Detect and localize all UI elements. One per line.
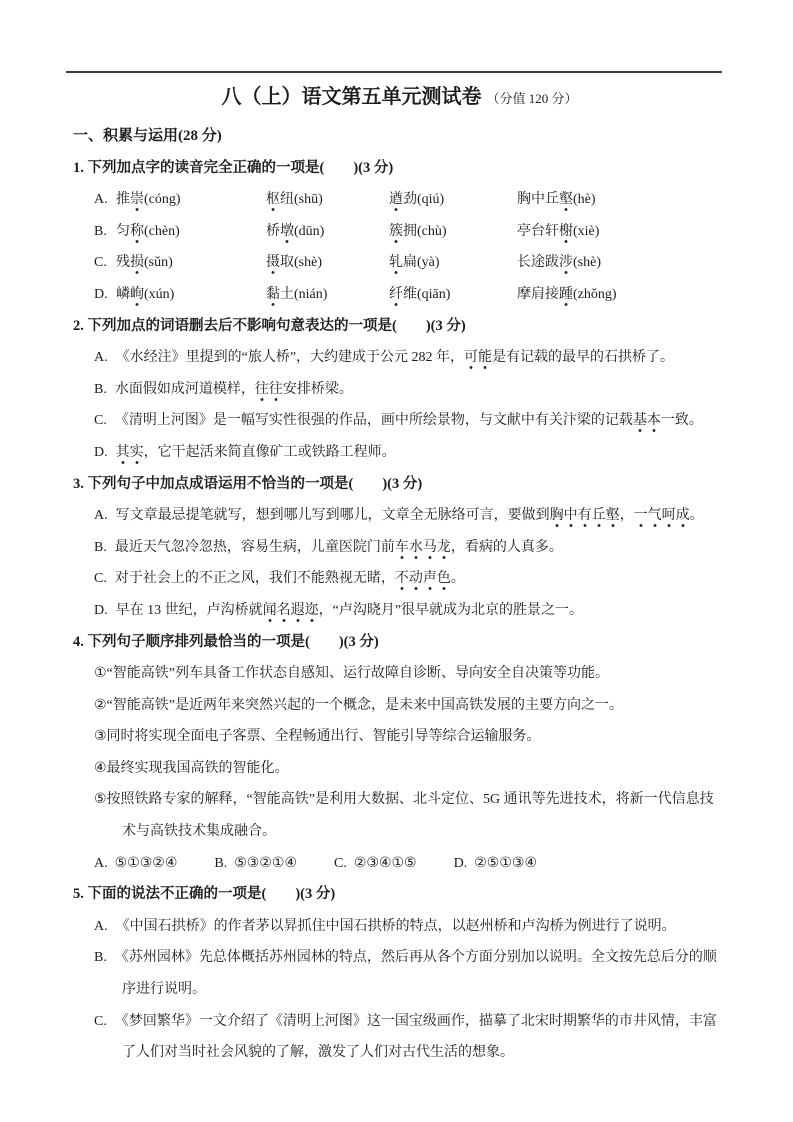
text-segment: 摩肩接	[517, 286, 559, 302]
text-segment: (shè)	[573, 255, 601, 271]
text-segment: 拥	[403, 223, 417, 239]
text-segment: (chù)	[417, 223, 447, 239]
text-segment: 残	[116, 255, 130, 271]
text-segment: ，“卢沟晓月”很早就成为北京的胜景之一。	[318, 602, 584, 618]
question-3-stem: 3. 下列句子中加点成语运用不恰当的一项是( )(3 分)	[73, 475, 423, 492]
option-row	[94, 216, 726, 248]
option-label: A.	[94, 918, 108, 934]
text-segment: 长途跋	[517, 255, 559, 271]
page-title-text: 八（上）语文第五单元测试卷	[221, 86, 482, 108]
text-segment: 纽	[280, 192, 294, 208]
answer-sequence: ⑤①③②④	[114, 855, 178, 871]
word-group	[389, 216, 517, 248]
option-text	[116, 603, 583, 623]
option-row	[94, 184, 726, 216]
option-text: 《苏州园林》先总体概括苏州园林的特点，然后再从各个方面分别加以说明。全文按先总后分的顺序进行说明。	[114, 950, 717, 998]
text-segment: 安排桥梁。	[282, 381, 353, 397]
question-4	[73, 627, 726, 880]
emphasized-text: 基本	[633, 413, 661, 433]
answer-choice	[214, 848, 297, 880]
text-segment: (cóng)	[144, 192, 181, 208]
text-segment: 早在 13 世纪，卢沟桥就	[115, 602, 263, 618]
emphasized-text: 枢	[266, 192, 280, 212]
word-group	[517, 247, 726, 279]
emphasized-text: 纤	[389, 287, 403, 307]
sentence-item: ⑤按照铁路专家的解释，“智能高铁”是利用大数据、北斗定位、5G 通讯等先进技术，将新一代信息技术与高铁技术集成融合。	[94, 792, 714, 840]
emphasized-text: 轧	[389, 255, 403, 275]
text-segment: 对于社会上的不正之风，我们不能熟视无睹，	[114, 571, 395, 587]
text-segment: (zhǒng)	[573, 286, 617, 302]
text-segment: (hè)	[573, 192, 596, 208]
word-group	[389, 247, 517, 279]
question-2-options	[94, 342, 726, 468]
text-segment: (chèn)	[144, 223, 180, 239]
text-segment: 扁	[403, 255, 417, 271]
text-segment: (nián)	[294, 286, 328, 302]
text-segment: 胸中丘	[517, 192, 559, 208]
option-row	[94, 247, 726, 279]
text-segment: 《水经注》里提到的“旅人桥”，大约建成于公元 282 年，	[115, 350, 465, 366]
option-row	[94, 342, 726, 374]
emphasized-text: 崇	[130, 192, 144, 212]
sentence-item: ④最终实现我国高铁的智能化。	[94, 760, 289, 776]
word-group	[266, 216, 389, 248]
word-group	[389, 279, 517, 311]
answer-choice	[94, 848, 177, 880]
option-label: C.	[94, 413, 107, 429]
text-segment: 推	[116, 192, 130, 208]
emphasized-text: 往往	[255, 382, 283, 402]
option-row	[94, 500, 726, 532]
option-row	[94, 374, 726, 406]
option-label: C.	[94, 1013, 107, 1029]
emphasized-text: 一气呵成	[634, 508, 690, 528]
word-group	[116, 279, 266, 311]
emphasized-text: 其实	[116, 445, 144, 465]
word-group	[116, 247, 266, 279]
text-segment: (shè)	[294, 255, 322, 271]
header-rule	[66, 71, 722, 73]
option-label: D.	[453, 855, 468, 871]
option-label: B.	[94, 950, 107, 966]
page-title	[73, 84, 726, 112]
text-segment: (qiú)	[417, 192, 445, 208]
emphasized-text: 涉	[559, 255, 573, 275]
section-heading: 一、积累与运用(28 分)	[73, 128, 222, 144]
text-segment: (shū)	[294, 192, 323, 208]
emphasized-text: 踵	[559, 287, 573, 307]
text-segment: 水面假如成河道模样，	[114, 381, 255, 397]
question-5-options	[94, 911, 726, 1069]
answer-sequence: ②⑤①③④	[474, 855, 537, 871]
option-label: B.	[94, 223, 107, 239]
option-label: C.	[94, 571, 107, 587]
question-1-options	[94, 184, 726, 310]
text-segment: 一致。	[660, 413, 703, 429]
option-text: 《梦回繁华》一文介绍了《清明上河图》这一国宝级画作，描摹了北宋时期繁华的市井风情，丰富了人们对当时社会风貌的了解，激发了人们对古代生活的想象。	[114, 1013, 717, 1061]
emphasized-text: 遒	[389, 192, 403, 212]
text-segment: ，它干起活来简直像矿工或铁路工程师。	[143, 444, 396, 460]
option-label: C.	[334, 855, 347, 871]
word-group	[389, 184, 517, 216]
question-2-stem: 2. 下列加点的词语删去后不影响句意表达的一项是( )(3 分)	[73, 317, 466, 334]
question-2	[73, 311, 726, 469]
option-row	[94, 279, 726, 311]
option-label: A.	[94, 508, 108, 524]
text-segment: 桥	[266, 223, 280, 239]
sentence-item: ①“智能高铁”列车具备工作状态自感知、运行故障自诊断、导向安全自决策等功能。	[94, 666, 609, 682]
question-4-stem: 4. 下列句子顺序排列最恰当的一项是( )(3 分)	[73, 633, 379, 650]
option-label: C.	[94, 255, 107, 271]
text-segment: 最近天气忽冷忽热，容易生病，儿童医院门前	[114, 539, 395, 555]
word-group	[517, 216, 726, 248]
option-label: B.	[214, 855, 228, 871]
emphasized-text: 榭	[559, 224, 573, 244]
option-label: D.	[94, 602, 108, 618]
answer-choice	[334, 848, 417, 880]
option-text	[115, 413, 703, 433]
answer-sequence: ⑤③②①④	[234, 855, 297, 871]
text-segment: 土	[280, 286, 294, 302]
answer-choice	[454, 848, 537, 880]
text-segment: 维	[403, 286, 417, 302]
sentence-item: ②“智能高铁”是近两年来突然兴起的一个概念，是未来中国高铁发展的主要方向之一。	[94, 697, 623, 713]
option-label: A.	[94, 192, 108, 208]
text-segment: 写文章最忌提笔就写，想到哪儿写到哪儿，文章全无脉络可言，要做到	[115, 508, 550, 524]
option-label: B.	[94, 539, 107, 555]
text-segment: 劲	[403, 192, 417, 208]
text-segment: (sǔn)	[144, 255, 173, 271]
text-segment: (xún)	[144, 286, 175, 302]
emphasized-text: 可能	[464, 350, 492, 370]
option-label: D.	[94, 286, 108, 302]
option-text	[116, 445, 396, 465]
option-text	[116, 350, 674, 370]
emphasized-text: 闻名遐迩	[263, 603, 319, 623]
option-row	[94, 405, 726, 437]
emphasized-text: 黏	[266, 287, 280, 307]
text-segment: (xiè)	[573, 223, 600, 239]
question-1-stem: 1. 下列加点字的读音完全正确的一项是( )(3 分)	[73, 159, 394, 176]
option-row	[94, 911, 726, 943]
option-row	[94, 532, 726, 564]
emphasized-text: 摄	[266, 255, 280, 275]
text-segment: 。	[450, 571, 465, 587]
option-row	[94, 563, 726, 595]
option-row	[94, 437, 726, 469]
emphasized-text: 称	[130, 224, 144, 244]
text-segment: ，看病的人真多。	[450, 539, 563, 555]
text-segment: 。	[689, 508, 704, 524]
text-segment: 《清明上河图》是一幅写实性很强的作品，画中所绘景物，与文献中有关汴梁的记载	[114, 413, 633, 429]
question-4-sentences	[94, 658, 726, 879]
question-4-answer-choices	[94, 848, 726, 880]
question-1	[73, 153, 726, 311]
text-segment: 是有记载的最早的石拱桥了。	[492, 350, 675, 366]
option-text	[115, 540, 563, 560]
emphasized-text: 胸中有丘壑	[550, 508, 620, 528]
score-note: （分值 120 分）	[486, 91, 578, 106]
question-5	[73, 879, 726, 1069]
option-label: D.	[94, 444, 108, 460]
option-text	[115, 382, 353, 402]
option-text	[116, 508, 704, 528]
text-segment: 取	[280, 255, 294, 271]
text-segment: (yà)	[417, 255, 440, 271]
word-group	[517, 279, 726, 311]
emphasized-text: 墩	[280, 224, 294, 244]
emphasized-text: 峋	[130, 287, 144, 307]
option-text: 《中国石拱桥》的作者茅以昇抓住中国石拱桥的特点，以赵州桥和卢沟桥为例进行了说明。	[115, 918, 676, 934]
text-segment: (qiān)	[417, 286, 451, 302]
word-group	[116, 216, 266, 248]
answer-sequence: ②③④①⑤	[353, 855, 417, 871]
word-group	[517, 184, 726, 216]
emphasized-text: 不动声色	[395, 571, 451, 591]
option-label: B.	[94, 381, 107, 397]
emphasized-text: 簇	[389, 224, 403, 244]
option-row	[94, 1006, 726, 1069]
option-label: A.	[94, 350, 108, 366]
option-row	[94, 942, 726, 1005]
question-3-options	[94, 500, 726, 626]
word-group	[266, 247, 389, 279]
question-5-stem: 5. 下面的说法不正确的一项是( )(3 分)	[73, 886, 336, 903]
option-text	[115, 571, 465, 591]
text-segment: 亭台轩	[517, 223, 559, 239]
paper-body	[73, 121, 726, 1069]
text-segment: 匀	[116, 223, 130, 239]
text-segment: ，	[619, 508, 634, 524]
word-group	[266, 279, 389, 311]
emphasized-text: 壑	[559, 192, 573, 212]
word-group	[116, 184, 266, 216]
emphasized-text: 损	[130, 255, 144, 275]
text-segment: 嶙	[116, 286, 130, 302]
emphasized-text: 车水马龙	[395, 540, 451, 560]
sentence-item: ③同时将实现全面电子客票、全程畅通出行、智能引导等综合运输服务。	[94, 729, 541, 745]
text-segment: (dūn)	[294, 223, 325, 239]
word-group	[266, 184, 389, 216]
option-label: A.	[94, 855, 108, 871]
option-row	[94, 595, 726, 627]
question-3	[73, 469, 726, 627]
